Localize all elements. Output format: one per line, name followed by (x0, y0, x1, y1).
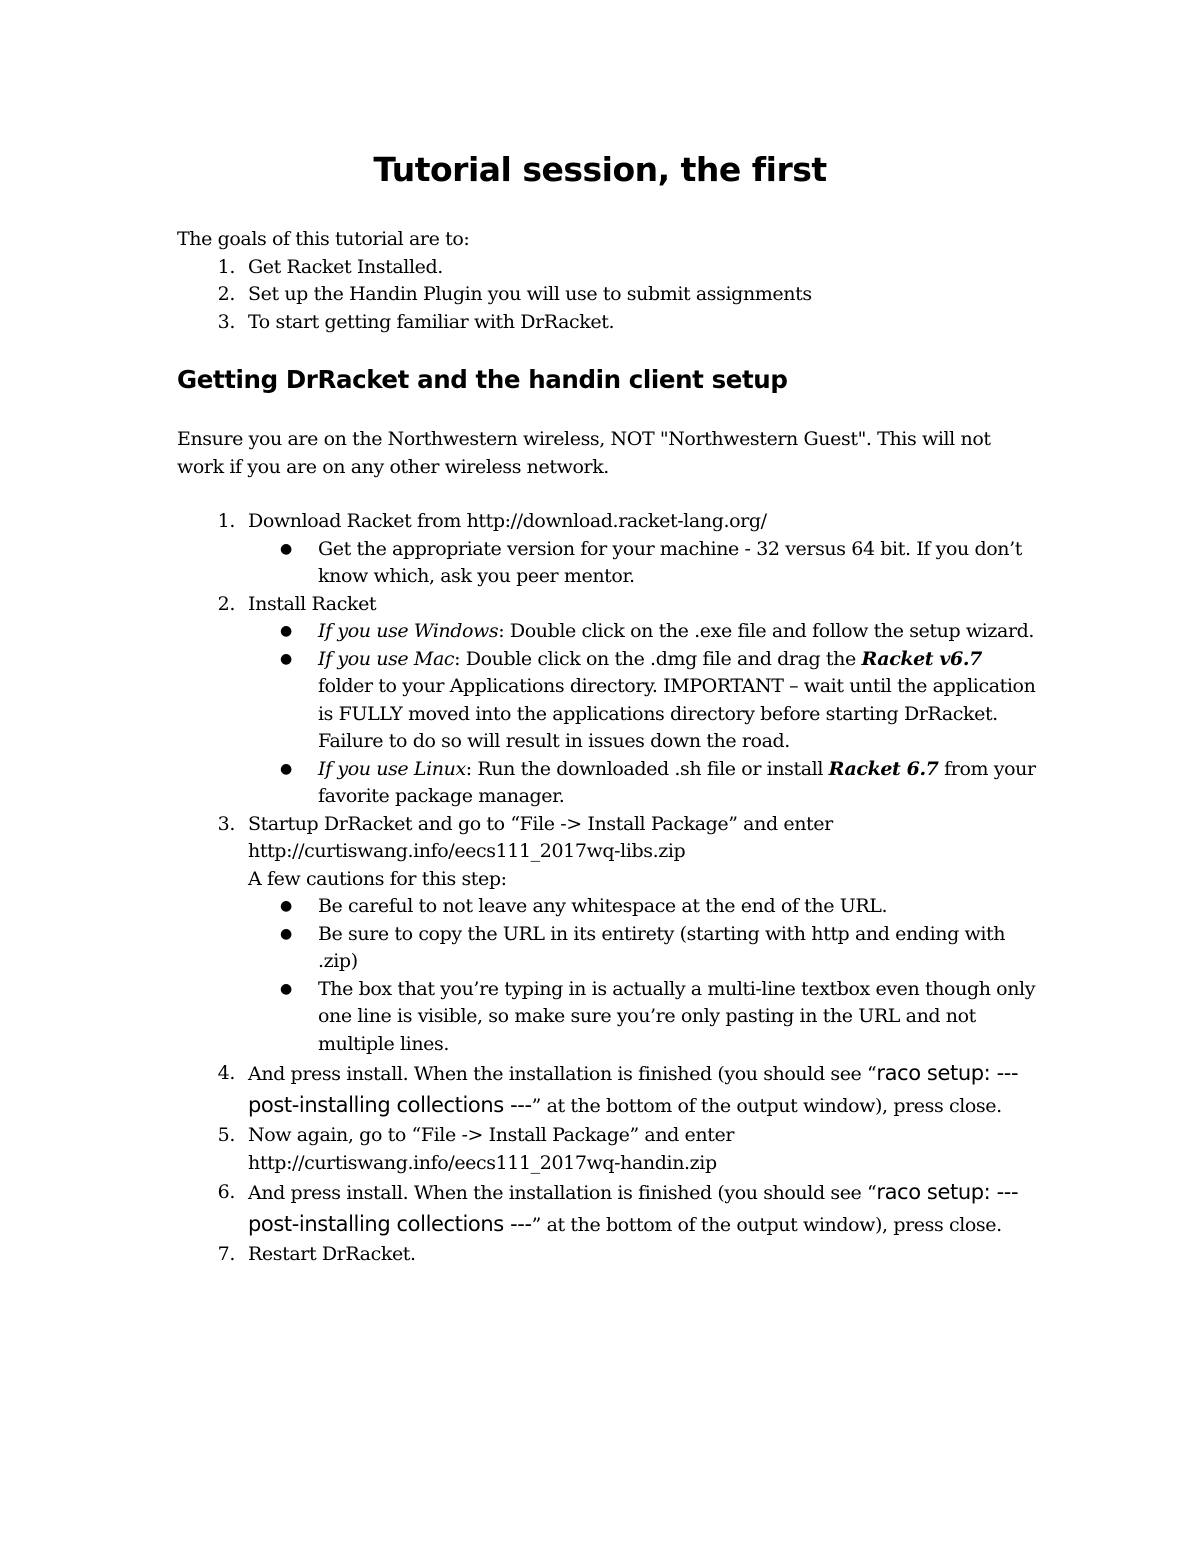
goal-item: 2. Set up the Handin Plugin you will use to submit assignments (217, 283, 812, 305)
step-7: 7. Restart DrRacket. (217, 1243, 416, 1265)
raco-output-text: raco setup: --- post-installing collections --- (248, 1180, 1019, 1236)
bullet-icon: ● (280, 623, 292, 639)
page-title: Tutorial session, the first (373, 150, 827, 189)
setup-steps (177, 508, 1037, 1269)
step-3-bullet: ● The box that you’re typing in is actually a multi-line textbox even though only one line is visible, so make sure you’re only pasting in the URL and not multiple lines. (280, 977, 1036, 1055)
bullet-icon: ● (280, 760, 292, 777)
bullet-icon: ● (280, 925, 292, 942)
intro-lead: The goals of this tutorial are to: (177, 228, 470, 250)
step-1-bullet: ● Get the appropriate version for your machine - 32 versus 64 bit. If you don’t know which, ask you peer mentor. (280, 537, 1022, 587)
step-2-linux: ● If you use Linux: Run the downloaded .sh file or install Racket 6.7 from your favorite package manager. (280, 757, 1036, 807)
section-heading: Getting DrRacket and the handin client setup (177, 365, 788, 394)
goal-item: 3. To start getting familiar with DrRacket. (217, 310, 615, 333)
step-3: 3. Startup DrRacket and go to “File -> Install Package” and enter http://curtiswang.info/eecs111_2017wq-libs.zip A few cautions for this step: ● Be careful to not leave any whitespace at the end of the URL. ● Be sure to copy the URL in its entirety (starting with http and ending with .zip) ● The box that you’re typing in is actually a multi-line textbox even though only one line is visible, so make sure you’re only pasting in the URL and not multiple lines. (177, 811, 1037, 1059)
step-4: 4. And press install. When the installation is finished (you should see “raco setup: --- post-installing collections ---” at the bottom of the output window), press close. (217, 1061, 1019, 1117)
intro-section (177, 226, 1037, 336)
step-6: 6. And press install. When the installation is finished (you should see “raco setup: --- post-installing collections ---” at the bottom of the output window), press close. (217, 1180, 1019, 1236)
bullet-icon: ● (280, 650, 292, 667)
handin-url: http://curtiswang.info/eecs111_2017wq-handin.zip (248, 1151, 717, 1174)
bullet-icon: ● (280, 540, 292, 557)
raco-output-text: raco setup: --- post-installing collections --- (248, 1061, 1019, 1117)
step-2-windows: ● If you use Windows: Double click on the .exe file and follow the setup wizard. (248, 618, 1037, 646)
step-3-bullet: ● Be careful to not leave any whitespace at the end of the URL. (248, 893, 1037, 921)
goals-list (177, 254, 1037, 337)
step-5: 5. Now again, go to “File -> Install Package” and enter http://curtiswang.info/eecs111_2017wq-handin.zip (217, 1124, 735, 1174)
network-note: Ensure you are on the Northwestern wireless, NOT "Northwestern Guest". This will not work if you are on any other wireless network. (177, 428, 991, 478)
bullet-icon: ● (280, 980, 292, 997)
libs-url: http://curtiswang.info/eecs111_2017wq-libs.zip (248, 840, 686, 862)
setup-section (177, 426, 1037, 1269)
bullet-icon: ● (280, 898, 292, 914)
step-2: 2. Install Racket ● If you use Windows: Double click on the .exe file and follow the setup wizard. ● If you use Mac: Double click on the .dmg file and drag the Racket v6.7 folder to your Applications directory. IMPORTANT – wait until the application is FULLY moved into the applications directory before starting DrRacket. Failure to do so will result in issues down the road. ● If you use Linux: Run the downloaded .sh file or install Racket 6.7 from your favorite package manager. (177, 591, 1037, 811)
goal-item: 1. Get Racket Installed. (217, 255, 443, 278)
step-2-mac: ● If you use Mac: Double click on the .dmg file and drag the Racket v6.7 folder to your Applications directory. IMPORTANT – wait until the application is FULLY moved into the applications directory before starting DrRacket. Failure to do so will result in issues down the road. (280, 647, 1036, 752)
step-1: 1. Download Racket from http://download.racket-lang.org/ ● Get the appropriate version for your machine - 32 versus 64 bit. If you don’t know which, ask you peer mentor. (177, 508, 1037, 591)
step-3-bullet: ● Be sure to copy the URL in its entirety (starting with http and ending with .zip) (280, 922, 1006, 972)
